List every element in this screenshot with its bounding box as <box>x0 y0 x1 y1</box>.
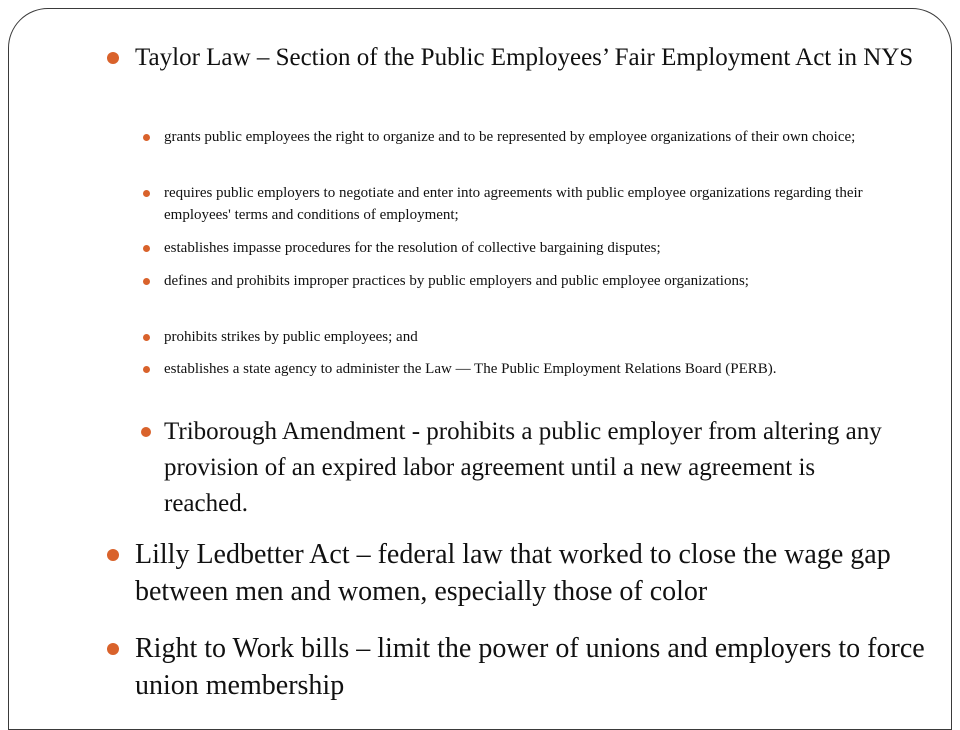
bullet-text: Lilly Ledbetter Act – federal law that worked to close the wage gap between men and women, especially those of color <box>135 539 891 607</box>
sub-bullet-triborough <box>164 414 904 522</box>
bullet-dot-icon <box>107 549 119 561</box>
bullet-dot-icon <box>143 245 150 252</box>
bullet-dot-icon <box>143 134 150 141</box>
bullet-text: Taylor Law – Section of the Public Employees’ Fair Employment Act in NYS <box>135 44 914 71</box>
bullet-dot-icon <box>143 366 150 373</box>
bullet-dot-icon <box>107 52 119 64</box>
sub-bullet-perb <box>164 358 904 380</box>
bullet-text: Triborough Amendment - prohibits a public employer from altering any provision of an expired labor agreement until a new agreement is reached. <box>164 418 882 517</box>
bullet-text: prohibits strikes by public employees; and <box>164 329 418 345</box>
bullet-dot-icon <box>143 334 150 341</box>
bullet-text: grants public employees the right to organize and to be represented by employee organizations of their own choice; <box>164 129 856 145</box>
sub-bullet-organize <box>164 126 904 148</box>
sub-bullet-negotiate <box>164 182 904 226</box>
sub-bullet-strikes <box>164 326 904 348</box>
bullet-text: requires public employers to negotiate and enter into agreements with public employee organizations regarding their employees' terms and conditions of employment; <box>164 185 863 223</box>
bullet-taylor-law <box>135 40 925 75</box>
bullet-dot-icon <box>143 278 150 285</box>
bullet-lilly-ledbetter <box>135 536 925 610</box>
bullet-dot-icon <box>143 190 150 197</box>
bullet-right-to-work <box>135 630 925 704</box>
sub-bullet-impasse <box>164 237 904 259</box>
bullet-text: establishes a state agency to administer the Law — The Public Employment Relations Board (PERB). <box>164 361 777 377</box>
bullet-dot-icon <box>141 427 151 437</box>
bullet-text: defines and prohibits improper practices by public employers and public employee organizations; <box>164 273 749 289</box>
bullet-dot-icon <box>107 643 119 655</box>
sub-bullet-improper-practices <box>164 270 904 292</box>
bullet-text: Right to Work bills – limit the power of unions and employers to force union membership <box>135 633 925 701</box>
bullet-text: establishes impasse procedures for the resolution of collective bargaining disputes; <box>164 240 661 256</box>
